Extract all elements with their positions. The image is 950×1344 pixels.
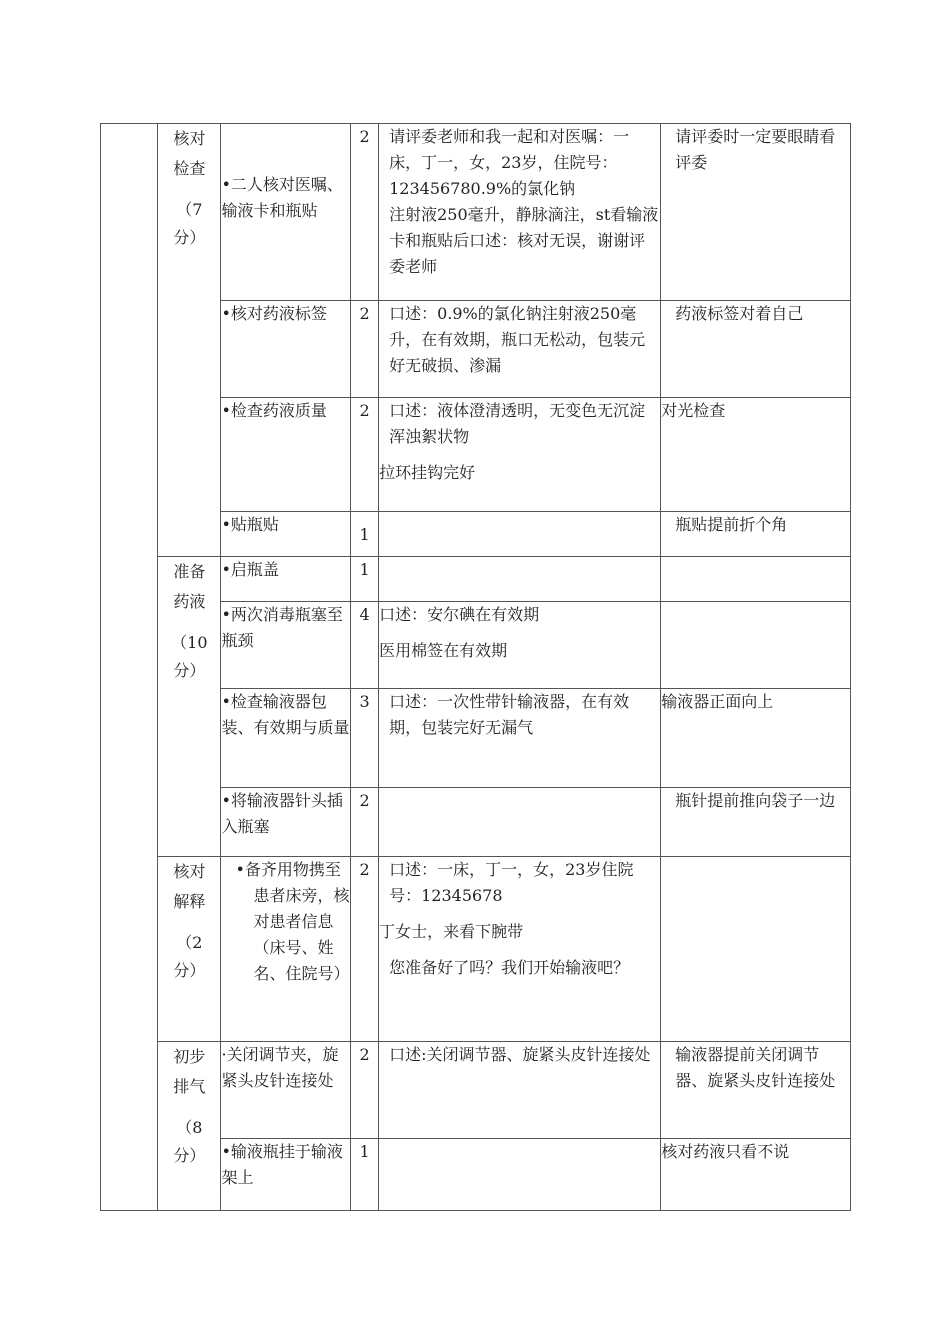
- score-cell: 2: [350, 788, 378, 857]
- content-cell: [379, 557, 661, 602]
- score-cell: 3: [350, 689, 378, 788]
- section-score: （2分）: [173, 933, 206, 980]
- step-cell: •检查输液器包装、有效期与质量: [221, 689, 351, 788]
- section-title: 准备药液: [173, 562, 206, 611]
- note-cell: 请评委时一定要眼睛看评委: [661, 124, 851, 301]
- section-title: 核对检查: [173, 129, 206, 178]
- step-cell: •启瓶盖: [221, 557, 351, 602]
- note-cell: [661, 602, 851, 689]
- step-cell: ·关闭调节夹，旋紧头皮针连接处: [221, 1042, 351, 1139]
- step-cell: •二人核对医嘱、输液卡和瓶贴: [221, 124, 351, 301]
- content-cell: [379, 398, 661, 512]
- table-row: [101, 1042, 851, 1139]
- content-cell: [379, 689, 661, 788]
- table-row: [101, 857, 851, 1042]
- section-title: 初步排气: [173, 1047, 206, 1096]
- content-cell: [379, 602, 661, 689]
- content-line: 注射液250毫升，静脉滴注，st看输液卡和瓶贴后口述：核对无误，谢谢评委老师: [389, 205, 659, 276]
- note-cell: 输液器正面向上: [661, 689, 851, 788]
- table-row: [101, 124, 851, 301]
- content-line: 医用棉签在有效期: [379, 641, 508, 660]
- step-cell: •将输液器针头插入瓶塞: [221, 788, 351, 857]
- score-cell: 4: [350, 602, 378, 689]
- step-cell: •输液瓶挂于输液架上: [221, 1139, 351, 1211]
- note-cell: 药液标签对着自己: [661, 301, 851, 398]
- score-cell: 2: [350, 1042, 378, 1139]
- step-cell: •备齐用物携至患者床旁，核对患者信息（床号、姓名、住院号）: [221, 857, 351, 1042]
- score-cell: 2: [350, 857, 378, 1042]
- score-cell: 1: [350, 512, 378, 557]
- section-cell: [158, 857, 221, 1042]
- content-line: 拉环挂钩完好: [379, 463, 476, 482]
- note-cell: [661, 557, 851, 602]
- score-cell: 2: [350, 301, 378, 398]
- blank-column-cell: [101, 124, 158, 1211]
- content-line: 丁女士，来看下腕带: [379, 922, 524, 941]
- step-cell: •检查药液质量: [221, 398, 351, 512]
- table-row: [101, 557, 851, 602]
- content-line: 口述：液体澄清透明，无变色无沉淀浑浊絮状物: [389, 401, 646, 446]
- score-cell: 2: [350, 124, 378, 301]
- note-cell: 对光检查: [661, 398, 851, 512]
- content-line: 口述:关闭调节器、旋紧头皮针连接处: [389, 1045, 651, 1064]
- section-score: （10分）: [171, 633, 208, 680]
- step-cell: •核对药液标签: [221, 301, 351, 398]
- content-cell: [379, 788, 661, 857]
- section-title: 核对解释: [173, 862, 206, 911]
- note-cell: 瓶针提前推向袋子一边: [661, 788, 851, 857]
- content-line: 口述：一床，丁一，女，23岁住院号：12345678: [389, 860, 634, 905]
- score-cell: 1: [350, 557, 378, 602]
- content-line: 口述：0.9%的氯化钠注射液250毫升，在有效期，瓶口无松动，包装元好无破损、渗漏: [389, 304, 646, 375]
- section-cell: [158, 1042, 221, 1211]
- content-cell: [379, 301, 661, 398]
- step-cell: •贴瓶贴: [221, 512, 351, 557]
- content-cell: [379, 857, 661, 1042]
- note-cell: 核对药液只看不说: [661, 1139, 851, 1211]
- content-line: 请评委老师和我一起和对医嘱：一床，丁一，女，23岁，住院号：123456780.9%的氯化钠: [389, 127, 630, 198]
- section-score: （7分）: [173, 200, 206, 247]
- content-cell: [379, 1139, 661, 1211]
- score-cell: 1: [350, 1139, 378, 1211]
- procedure-table: [100, 123, 851, 1211]
- content-line: 口述：安尔碘在有效期: [379, 605, 540, 624]
- note-cell: 输液器提前关闭调节器、旋紧头皮针连接处: [661, 1042, 851, 1139]
- content-line: 您准备好了吗？我们开始输液吧？: [389, 958, 630, 977]
- content-line: 口述：一次性带针输液器，在有效期，包装完好无漏气: [389, 692, 630, 737]
- content-cell: [379, 512, 661, 557]
- content-cell: [379, 124, 661, 301]
- score-cell: 2: [350, 398, 378, 512]
- section-cell: [158, 557, 221, 857]
- note-cell: [661, 857, 851, 1042]
- note-cell: 瓶贴提前折个角: [661, 512, 851, 557]
- content-cell: [379, 1042, 661, 1139]
- section-score: （8分）: [173, 1118, 206, 1165]
- step-cell: •两次消毒瓶塞至瓶颈: [221, 602, 351, 689]
- section-cell: [158, 124, 221, 557]
